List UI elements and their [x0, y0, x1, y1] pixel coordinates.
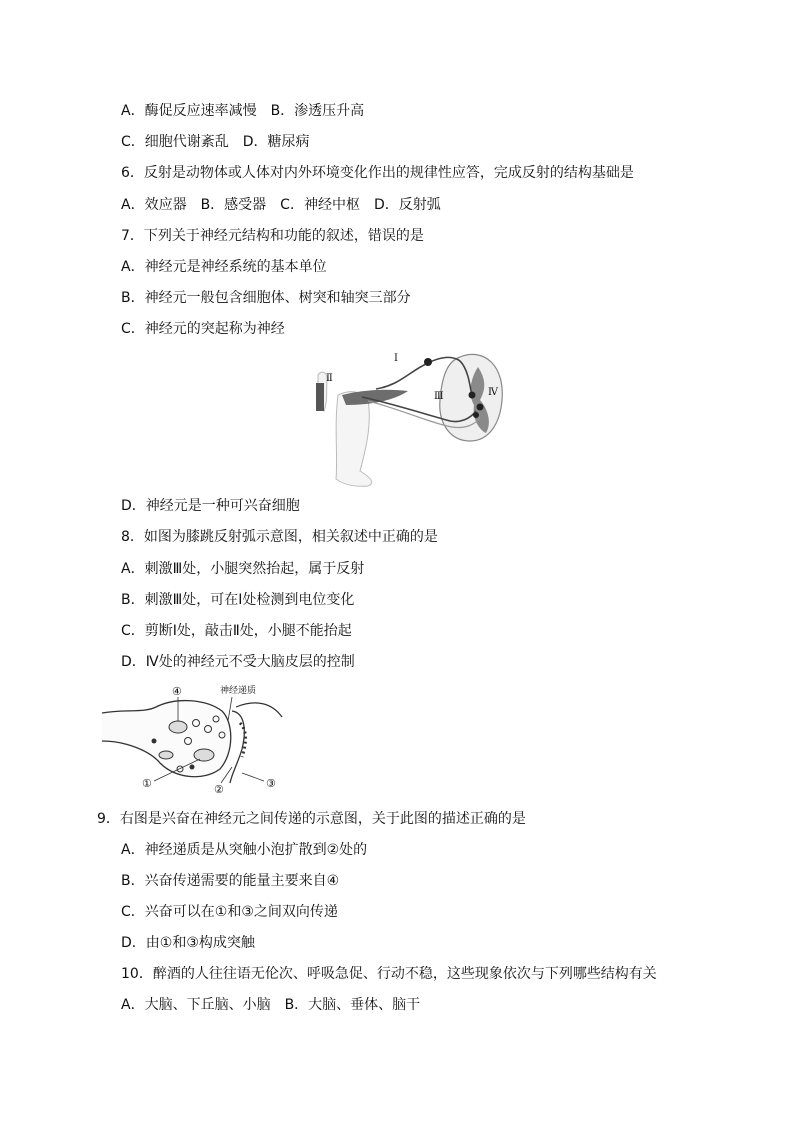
label-ii: Ⅱ [326, 373, 333, 384]
q9-option-d: D．由①和③构成突触 [121, 935, 255, 951]
q8-option-c: C．剪断Ⅰ处，敲击Ⅱ处，小腿不能抬起 [121, 623, 352, 639]
q9-stem: 9．右图是兴奋在神经元之间传递的示意图，关于此图的描述正确的是 [97, 811, 526, 827]
knee-reflex-arc-figure [310, 345, 510, 490]
q8-option-a: A．刺激Ⅲ处，小腿突然抬起，属于反射 [121, 561, 365, 577]
presynaptic-terminal [102, 701, 231, 777]
q7-option-d: D．神经元是一种可兴奋细胞 [121, 498, 300, 514]
q10-stem: 10．醉酒的人往往语无伦次、呼吸急促、行动不稳，这些现象依次与下列哪些结构有关 [121, 966, 657, 982]
motor-neuron [473, 412, 479, 418]
q6-stem: 6．反射是动物体或人体对内外环境变化作出的规律性应答，完成反射的结构基础是 [121, 165, 634, 181]
mitochondrion-1 [169, 721, 187, 733]
q9-option-c: C．兴奋可以在①和③之间双向传递 [121, 904, 338, 920]
label-1: ① [142, 777, 152, 790]
leader-3 [242, 773, 264, 781]
postsynaptic-membrane [230, 711, 244, 783]
q8-option-d: D．Ⅳ处的神经元不受大脑皮层的控制 [121, 654, 355, 670]
label-transmitter: 神经递质 [220, 686, 257, 696]
tap-hammer [316, 383, 324, 411]
leader-transmitter [228, 697, 232, 721]
q9-option-a: A．神经递质是从突触小泡扩散到②处的 [121, 842, 368, 858]
label-3: ③ [266, 777, 276, 790]
q10-options: A．大脑、下丘脑、小脑 B．大脑、垂体、脑干 [121, 997, 421, 1013]
synapse-figure [96, 683, 286, 795]
vesicle [190, 765, 195, 770]
mitochondrion-3 [159, 751, 173, 759]
mitochondrion-2 [194, 749, 214, 761]
q7-stem: 7．下列关于神经元结构和功能的叙述，错误的是 [121, 228, 424, 244]
label-2: ② [214, 783, 224, 795]
label-iv: Ⅳ [488, 387, 498, 398]
q5-options-cd: C．细胞代谢紊乱 D．糖尿病 [121, 134, 310, 150]
interneuron-1 [469, 392, 476, 399]
q7-option-c: C．神经元的突起称为神经 [121, 321, 285, 337]
label-4: ④ [172, 685, 182, 698]
leg-shape [336, 392, 372, 487]
q7-option-b: B．神经元一般包含细胞体、树突和轴突三部分 [121, 290, 411, 306]
ganglion-neuron [424, 358, 432, 366]
q6-options: A．效应器 B．感受器 C．神经中枢 D．反射弧 [121, 197, 441, 213]
interneuron-2 [477, 404, 484, 411]
q9-option-b: B．兴奋传递需要的能量主要来自④ [121, 873, 340, 889]
vesicle [152, 739, 157, 744]
label-i: Ⅰ [394, 353, 398, 364]
postsynaptic-dendrite [236, 703, 282, 717]
label-iii: Ⅲ [434, 391, 444, 402]
q8-option-b: B．刺激Ⅲ处，可在Ⅰ处检测到电位变化 [121, 592, 355, 608]
q5-options-ab: A．酶促反应速率减慢 B．渗透压升高 [121, 103, 365, 119]
q8-stem: 8．如图为膝跳反射弧示意图，相关叙述中正确的是 [121, 529, 438, 545]
q7-option-a: A．神经元是神经系统的基本单位 [121, 259, 327, 275]
